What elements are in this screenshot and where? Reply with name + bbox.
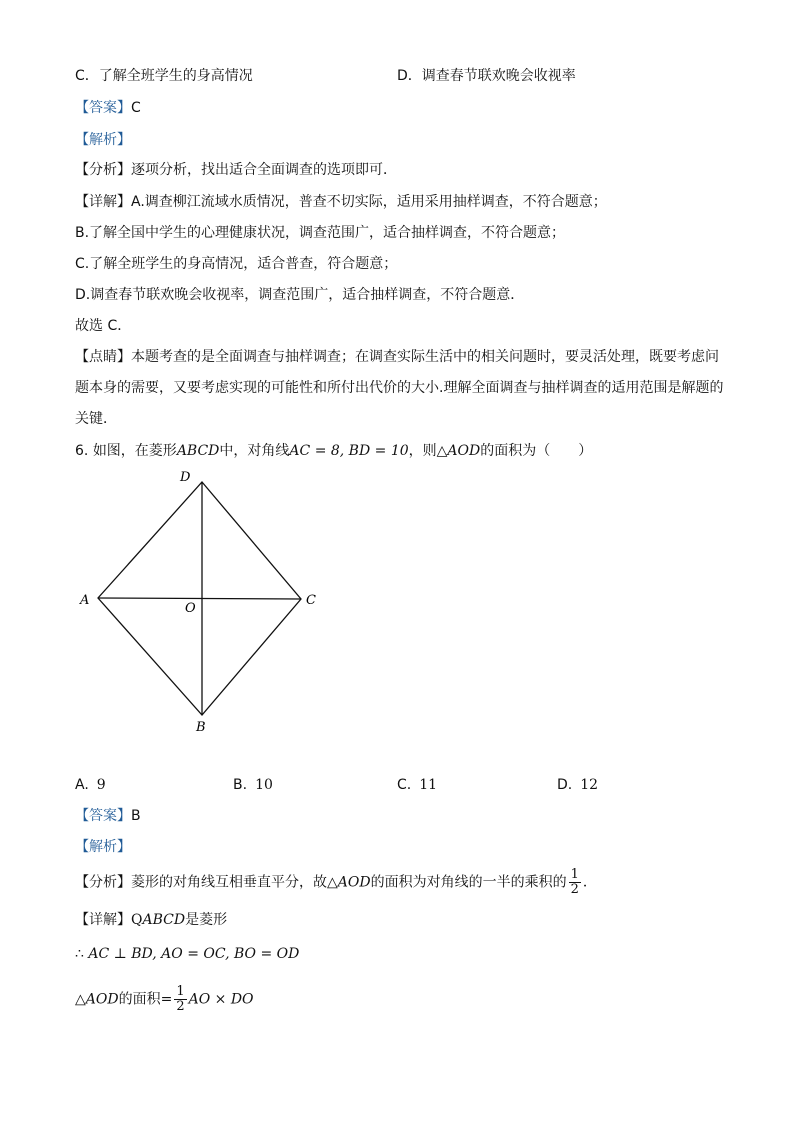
detail-a-text: A.调查柳江流域水质情况，普查不切实际，适用采用抽样调查，不符合题意； [131,194,607,210]
therefore-symbol: ∴ [75,946,84,962]
q5-detail-d: D.调查春节联欢晚会收视率，调查范围广，适合抽样调查，不符合题意． [75,287,525,303]
detail-1-prefix: Q [131,912,143,928]
detail-3-aod: AOD [85,991,119,1008]
q6-number: 6. [75,443,89,459]
detail-2-math: AC ⊥ BD, AO = OC, BO = OD [88,946,300,962]
q5-conclusion: 故选 C． [75,318,132,334]
label-b: B [196,720,206,735]
q5-analysis-tag: 【解析】 [75,132,131,148]
q5-fenxi [75,160,397,180]
q5-dianjing-2: 题本身的需要，又要考虑实现的可能性和所付出代价的大小.理解全面调查与抽样调查的适用范围是解题的 [75,380,724,396]
q5-dianjing-3: 关键． [75,411,117,427]
fenxi-text-1: 菱形的对角线互相垂直平分，故△ [131,874,338,891]
answer-value: C [131,100,141,116]
answer-value: B [131,808,141,824]
q6-abcd: ABCD [176,443,220,459]
q6-detail-1 [75,910,227,930]
triangle-symbol: △ [75,991,86,1008]
q6-option-b: B. 10 [233,777,273,793]
diagonal-ac [98,598,301,599]
xiangjie-tag: 【详解】 [75,194,131,210]
q6-option-a: A. 9 [75,777,106,793]
fenxi-tag: 【分析】 [75,874,131,891]
q6-stem-2: 中，对角线 [219,443,290,459]
q6-stem-3: ，则△ [408,443,448,459]
answer-tag: 【答案】 [75,808,131,824]
fenxi-end: ． [582,874,597,891]
label-d: D [180,470,191,485]
label-o: O [185,601,196,616]
q6-option-c: C. 11 [397,777,438,793]
q6-analysis-tag: 【解析】 [75,839,131,855]
fenxi-text-2: 的面积为对角线的一半的乘积的 [370,874,567,891]
dianjing-tag: 【点睛】 [75,349,131,365]
fenxi-tag: 【分析】 [75,162,131,178]
q5-dianjing-1 [75,347,719,367]
q6-detail-2 [75,944,299,964]
detail-3-fraction: $\frac{1}{2}$ [176,984,185,1014]
q5-answer [75,98,141,118]
q6-option-d: D. 12 [557,777,599,793]
option-d-prev: D．调查春节联欢晚会收视率 [397,68,576,84]
detail-3-mid: 的面积 [118,991,161,1008]
q6-condition: AC = 8, BD = 10 [289,443,409,459]
q6-answer [75,806,141,826]
q6-stem-1: 如图，在菱形 [92,443,177,459]
detail-1-suffix: 是菱形 [185,912,228,928]
q6-fenxi [75,868,597,897]
label-a: A [80,593,90,608]
answer-tag: 【答案】 [75,100,131,116]
q5-detail-b: B.了解全国中学生的心理健康状况，调查范围广，适合抽样调查，不符合题意； [75,225,566,241]
option-c-prev: C．了解全班学生的身高情况 [75,68,253,84]
q6-stem [75,441,592,461]
q5-detail-a [75,192,607,212]
q6-aod: AOD [447,443,481,459]
dianjing-text-1: 本题考查的是全面调查与抽样调查；在调查实际生活中的相关问题时，要灵活处理，既要考虑问 [131,349,719,365]
xiangjie-tag: 【详解】 [75,912,131,928]
fenxi-text: 逐项分析，找出适合全面调查的选项即可． [131,162,397,178]
half-fraction: $\frac{1}{2}$ [570,867,579,897]
detail-3-tail: AO × DO [188,991,254,1008]
rhombus-figure [70,462,330,742]
detail-1-math: ABCD [142,912,186,928]
fenxi-aod: AOD [337,874,371,891]
q6-detail-3 [75,985,254,1014]
equals-sign: = [160,991,173,1008]
q5-detail-c: C.了解全班学生的身高情况，适合普查，符合题意； [75,256,398,272]
label-c: C [306,593,316,608]
q6-stem-4: 的面积为（ ） [480,443,593,459]
